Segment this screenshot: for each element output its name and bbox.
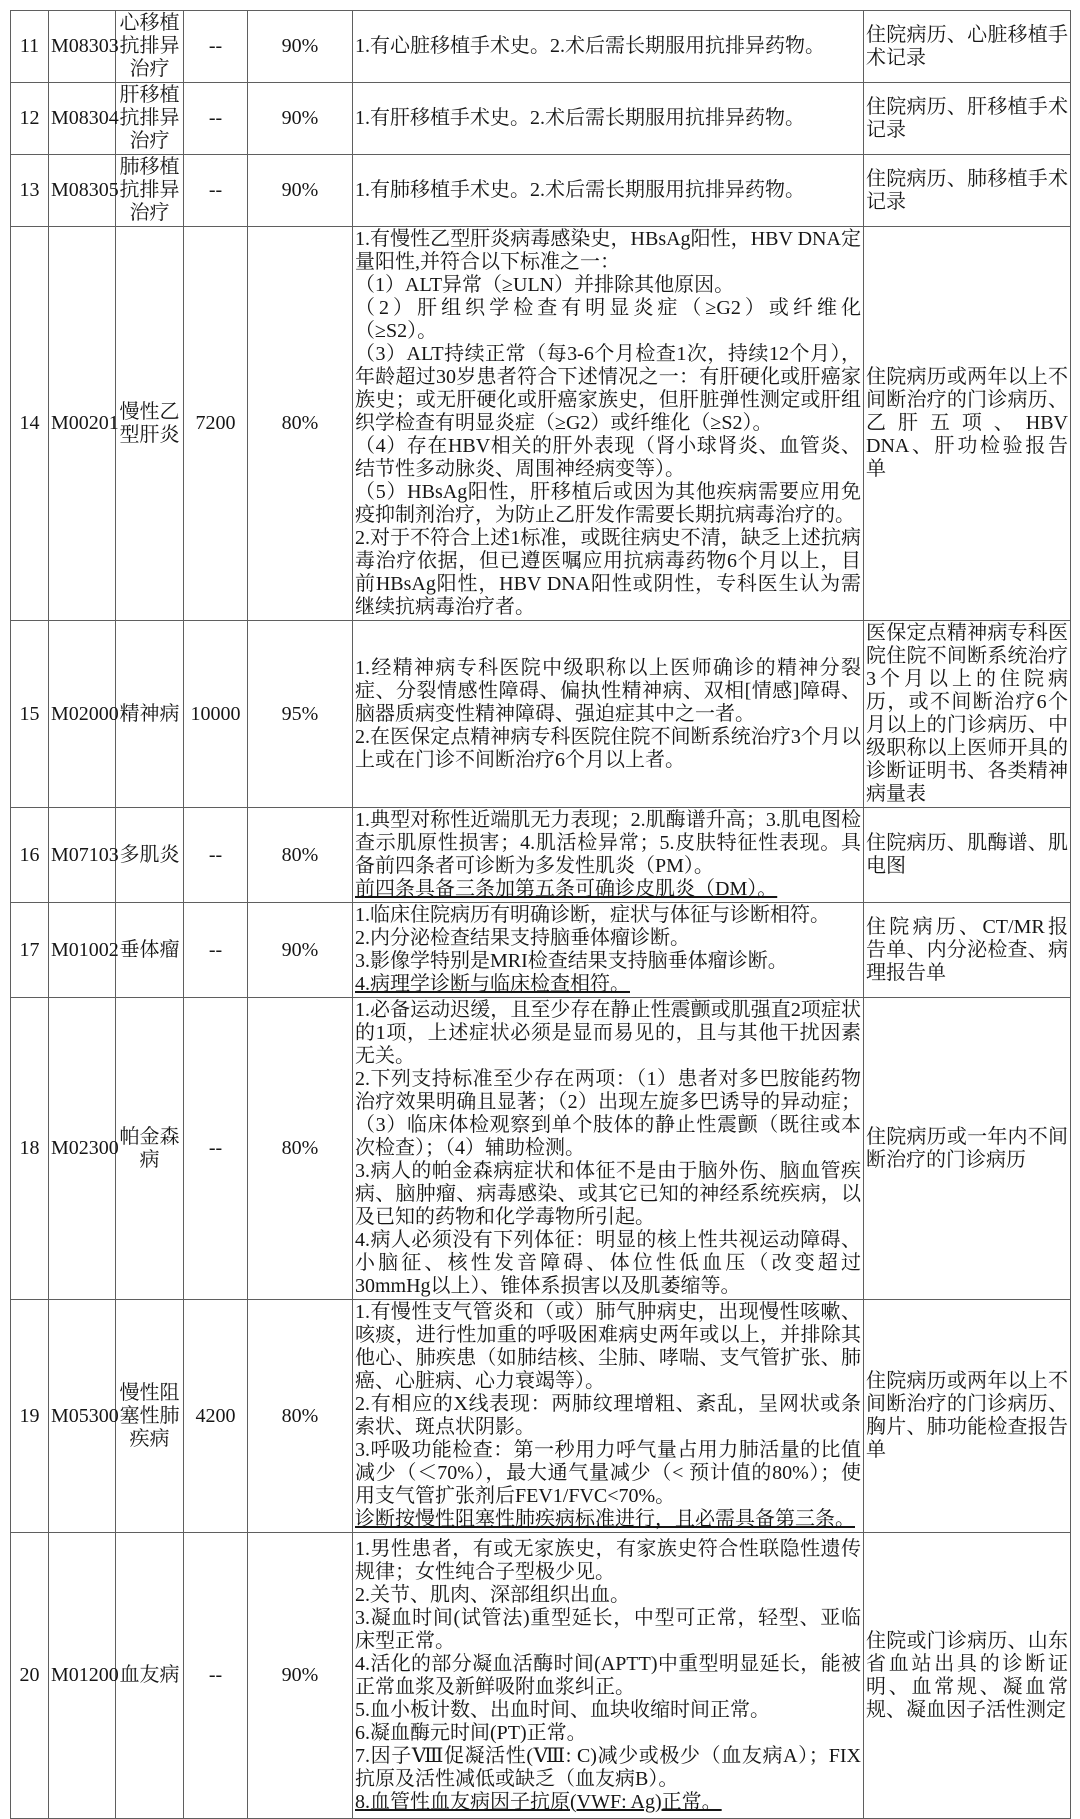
disease-code-cell: M08305 xyxy=(49,155,116,227)
criteria-line: 1.有肺移植手术史。2.术后需长期服用抗排异药物。 xyxy=(355,179,805,201)
criteria-line: 3.呼吸功能检查：第一秒用力呼气量占用力肺活量的比值减少（＜70%），最大通气量减少（< 预计值的80%）；使用支气管扩张剂后FEV1/FVC<70%。 xyxy=(355,1439,861,1507)
row-number-cell: 14 xyxy=(11,227,49,621)
amount-cell: -- xyxy=(184,998,248,1300)
amount-cell: -- xyxy=(184,903,248,998)
reimbursement-ratio-cell: 80% xyxy=(248,998,353,1300)
table-row xyxy=(11,998,1071,1300)
criteria-line: 2.有相应的X线表现：两肺纹理增粗、紊乱，呈网状或条索状、斑点状阴影。 xyxy=(355,1393,861,1438)
row-number-cell: 18 xyxy=(11,998,49,1300)
required-materials-cell: 住院或门诊病历、山东省血站出具的诊断证明、血常规、凝血常规、凝血因子活性测定 xyxy=(864,1533,1071,1819)
amount-cell: -- xyxy=(184,808,248,903)
disease-code-cell: M07103 xyxy=(49,808,116,903)
criteria-line: 3.影像学特别是MRI检查结果支持脑垂体瘤诊断。 xyxy=(355,950,788,972)
diagnosis-criteria-cell xyxy=(353,227,864,621)
amount-cell: -- xyxy=(184,1533,248,1819)
required-materials-cell: 住院病历或一年内不间断治疗的门诊病历 xyxy=(864,998,1071,1300)
table-row xyxy=(11,1533,1071,1819)
disease-code-cell: M05300 xyxy=(49,1300,116,1533)
diagnosis-criteria-cell xyxy=(353,11,864,83)
diagnosis-criteria-cell xyxy=(353,1300,864,1533)
criteria-line: 2.下列支持标准至少存在两项：（1）患者对多巴胺能药物治疗效果明确且显著；（2）出现左旋多巴诱导的异动症；（3）临床体检观察到单个肢体的静止性震颤（既往或本次检查）；（4）辅助检测。 xyxy=(355,1068,861,1159)
amount-cell: 4200 xyxy=(184,1300,248,1533)
reimbursement-ratio-cell: 90% xyxy=(248,11,353,83)
disease-name-cell: 心移植抗排异治疗 xyxy=(116,11,184,83)
criteria-line: 7.因子Ⅷ促凝活性(Ⅷ: C)减少或极少（血友病A）；FIX抗原及活性减低或缺乏（血友病B）。 xyxy=(355,1744,861,1790)
criteria-line: 1.有肝移植手术史。2.术后需长期服用抗排异药物。 xyxy=(355,107,805,129)
criteria-line: 1.典型对称性近端肌无力表现；2.肌酶谱升高；3.肌电图检查示肌原性损害；4.肌活检异常；5.皮肤特征性表现。具备前四条者可诊断为多发性肌炎（PM）。 xyxy=(355,809,861,877)
criteria-line: 1.必备运动迟缓，且至少存在静止性震颤或肌强直2项症状的1项，上述症状必须是显而易见的，且与其他干扰因素无关。 xyxy=(355,999,861,1067)
reimbursement-ratio-cell: 90% xyxy=(248,83,353,155)
criteria-line: 2.内分泌检查结果支持脑垂体瘤诊断。 xyxy=(355,927,690,949)
criteria-line: 4.病理学诊断与临床检查相符。 xyxy=(355,973,630,995)
table-row xyxy=(11,621,1071,808)
row-number-cell: 13 xyxy=(11,155,49,227)
criteria-line: （3）ALT持续正常（每3-6个月检查1次，持续12个月），年龄超过30岁患者符合下述情况之一：有肝硬化或肝癌家族史；或无肝硬化或肝癌家族史，但肝脏弹性测定或肝组织学检查有明显炎症（≥G2）或纤维化（≥S2）。 xyxy=(355,343,861,434)
disease-name-cell: 肝移植抗排异治疗 xyxy=(116,83,184,155)
criteria-line: 6.凝血酶元时间(PT)正常。 xyxy=(355,1721,587,1744)
required-materials-cell: 住院病历或两年以上不间断治疗的门诊病历、胸片、肺功能检查报告单 xyxy=(864,1300,1071,1533)
diagnosis-criteria-cell xyxy=(353,903,864,998)
amount-cell: -- xyxy=(184,83,248,155)
table-row xyxy=(11,808,1071,903)
criteria-line: （2）肝组织学检查有明显炎症（≥G2）或纤维化（≥S2）。 xyxy=(355,297,861,342)
criteria-line: 1.有慢性乙型肝炎病毒感染史，HBsAg阳性，HBV DNA定量阳性,并符合以下标准之一： xyxy=(355,228,861,273)
criteria-line: 2.关节、肌肉、深部组织出血。 xyxy=(355,1583,630,1606)
criteria-line: 1.有慢性支气管炎和（或）肺气肿病史，出现慢性咳嗽、咳痰，进行性加重的呼吸困难病史两年或以上，并排除其他心、肺疾患（如肺结核、尘肺、哮喘、支气管扩张、肺癌、心脏病、心力衰竭等）。 xyxy=(355,1301,861,1392)
criteria-line: 1.男性患者，有或无家族史，有家族史符合性联隐性遗传规律；女性纯合子型极少见。 xyxy=(355,1537,861,1583)
criteria-line: 8.血管性血友病因子抗原(VWF: Ag)正常。 xyxy=(355,1790,722,1813)
table-row xyxy=(11,83,1071,155)
diagnosis-criteria-cell xyxy=(353,155,864,227)
reimbursement-ratio-cell: 90% xyxy=(248,1533,353,1819)
diagnosis-criteria-cell xyxy=(353,83,864,155)
disease-name-cell: 帕金森病 xyxy=(116,998,184,1300)
disease-code-cell: M00201 xyxy=(49,227,116,621)
table-row xyxy=(11,227,1071,621)
table-row xyxy=(11,155,1071,227)
disease-name-cell: 慢性乙型肝炎 xyxy=(116,227,184,621)
row-number-cell: 11 xyxy=(11,11,49,83)
criteria-line: 4.病人必须没有下列体征：明显的核上性共视运动障碍、小脑征、核性发音障碍、体位性低血压（改变超过30mmHg以上）、锥体系损害以及肌萎缩等。 xyxy=(355,1229,861,1297)
criteria-line: 1.经精神病专科医院中级职称以上医师确诊的精神分裂症、分裂情感性障碍、偏执性精神病、双相[情感]障碍、脑器质病变性精神障碍、强迫症其中之一者。 xyxy=(355,656,861,725)
criteria-line: 3.凝血时间(试管法)重型延长，中型可正常，轻型、亚临床型正常。 xyxy=(355,1606,861,1652)
disease-name-cell: 肺移植抗排异治疗 xyxy=(116,155,184,227)
required-materials-cell: 住院病历、肌酶谱、肌电图 xyxy=(864,808,1071,903)
required-materials-cell: 住院病历、CT/MR报告单、内分泌检查、病理报告单 xyxy=(864,903,1071,998)
reimbursement-ratio-cell: 80% xyxy=(248,227,353,621)
disease-name-cell: 精神病 xyxy=(116,621,184,808)
table-row xyxy=(11,903,1071,998)
required-materials-cell: 医保定点精神病专科医院住院不间断系统治疗3个月以上的住院病历，或不间断治疗6个月以上的门诊病历、中级职称以上医师开具的诊断证明书、各类精神病量表 xyxy=(864,621,1071,808)
table-row xyxy=(11,1300,1071,1533)
criteria-line: 4.活化的部分凝血活酶时间(APTT)中重型明显延长，能被正常血浆及新鲜吸附血浆纠正。 xyxy=(355,1652,861,1698)
row-number-cell: 20 xyxy=(11,1533,49,1819)
criteria-line: 2.在医保定点精神病专科医院住院不间断系统治疗3个月以上或在门诊不间断治疗6个月以上者。 xyxy=(355,725,861,771)
amount-cell: 10000 xyxy=(184,621,248,808)
diagnosis-criteria-cell xyxy=(353,808,864,903)
amount-cell: -- xyxy=(184,11,248,83)
reimbursement-ratio-cell: 90% xyxy=(248,903,353,998)
disease-name-cell: 慢性阻塞性肺疾病 xyxy=(116,1300,184,1533)
criteria-line: （1）ALT异常（≥ULN）并排除其他原因。 xyxy=(355,274,735,296)
reimbursement-ratio-cell: 80% xyxy=(248,1300,353,1533)
amount-cell: 7200 xyxy=(184,227,248,621)
disease-name-cell: 血友病 xyxy=(116,1533,184,1819)
disease-code-cell: M08304 xyxy=(49,83,116,155)
row-number-cell: 15 xyxy=(11,621,49,808)
criteria-line: （4）存在HBV相关的肝外表现（肾小球肾炎、血管炎、结节性多动脉炎、周围神经病变等）。 xyxy=(355,435,861,480)
disease-code-cell: M01002 xyxy=(49,903,116,998)
table-row xyxy=(11,11,1071,83)
criteria-line: （5）HBsAg阳性，肝移植后或因为其他疾病需要应用免疫抑制剂治疗，为防止乙肝发作需要长期抗病毒治疗的。 xyxy=(355,481,861,526)
criteria-table-body xyxy=(11,11,1071,1819)
row-number-cell: 12 xyxy=(11,83,49,155)
amount-cell: -- xyxy=(184,155,248,227)
criteria-line: 1.临床住院病历有明确诊断，症状与体征与诊断相符。 xyxy=(355,904,830,926)
disease-code-cell: M08303 xyxy=(49,11,116,83)
required-materials-cell: 住院病历或两年以上不间断治疗的门诊病历、乙肝五项、HBV DNA、肝功检验报告单 xyxy=(864,227,1071,621)
required-materials-cell: 住院病历、肺移植手术记录 xyxy=(864,155,1071,227)
diagnosis-criteria-cell xyxy=(353,998,864,1300)
reimbursement-ratio-cell: 80% xyxy=(248,808,353,903)
diagnosis-criteria-cell xyxy=(353,621,864,808)
criteria-line: 5.血小板计数、出血时间、血块收缩时间正常。 xyxy=(355,1698,770,1721)
disease-name-cell: 多肌炎 xyxy=(116,808,184,903)
criteria-line: 3.病人的帕金森病症状和体征不是由于脑外伤、脑血管疾病、脑肿瘤、病毒感染、或其它已知的神经系统疾病，以及已知的药物和化学毒物所引起。 xyxy=(355,1160,861,1228)
disease-code-cell: M01200 xyxy=(49,1533,116,1819)
criteria-line: 前四条具备三条加第五条可确诊皮肌炎（DM）。 xyxy=(355,878,778,900)
row-number-cell: 17 xyxy=(11,903,49,998)
disease-criteria-table xyxy=(10,10,1071,1819)
disease-name-cell: 垂体瘤 xyxy=(116,903,184,998)
required-materials-cell: 住院病历、肝移植手术记录 xyxy=(864,83,1071,155)
criteria-line: 诊断按慢性阻塞性肺疾病标准进行，且必需具备第三条。 xyxy=(355,1508,855,1530)
row-number-cell: 16 xyxy=(11,808,49,903)
row-number-cell: 19 xyxy=(11,1300,49,1533)
reimbursement-ratio-cell: 90% xyxy=(248,155,353,227)
disease-code-cell: M02300 xyxy=(49,998,116,1300)
required-materials-cell: 住院病历、心脏移植手术记录 xyxy=(864,11,1071,83)
diagnosis-criteria-cell xyxy=(353,1533,864,1819)
disease-code-cell: M02000 xyxy=(49,621,116,808)
criteria-line: 2.对于不符合上述1标准，或既往病史不清，缺乏上述抗病毒治疗依据，但已遵医嘱应用抗病毒药物6个月以上，目前HBsAg阳性，HBV DNA阳性或阴性，专科医生认为需继续抗病毒治疗者。 xyxy=(355,527,861,618)
criteria-line: 1.有心脏移植手术史。2.术后需长期服用抗排异药物。 xyxy=(355,35,825,57)
reimbursement-ratio-cell: 95% xyxy=(248,621,353,808)
